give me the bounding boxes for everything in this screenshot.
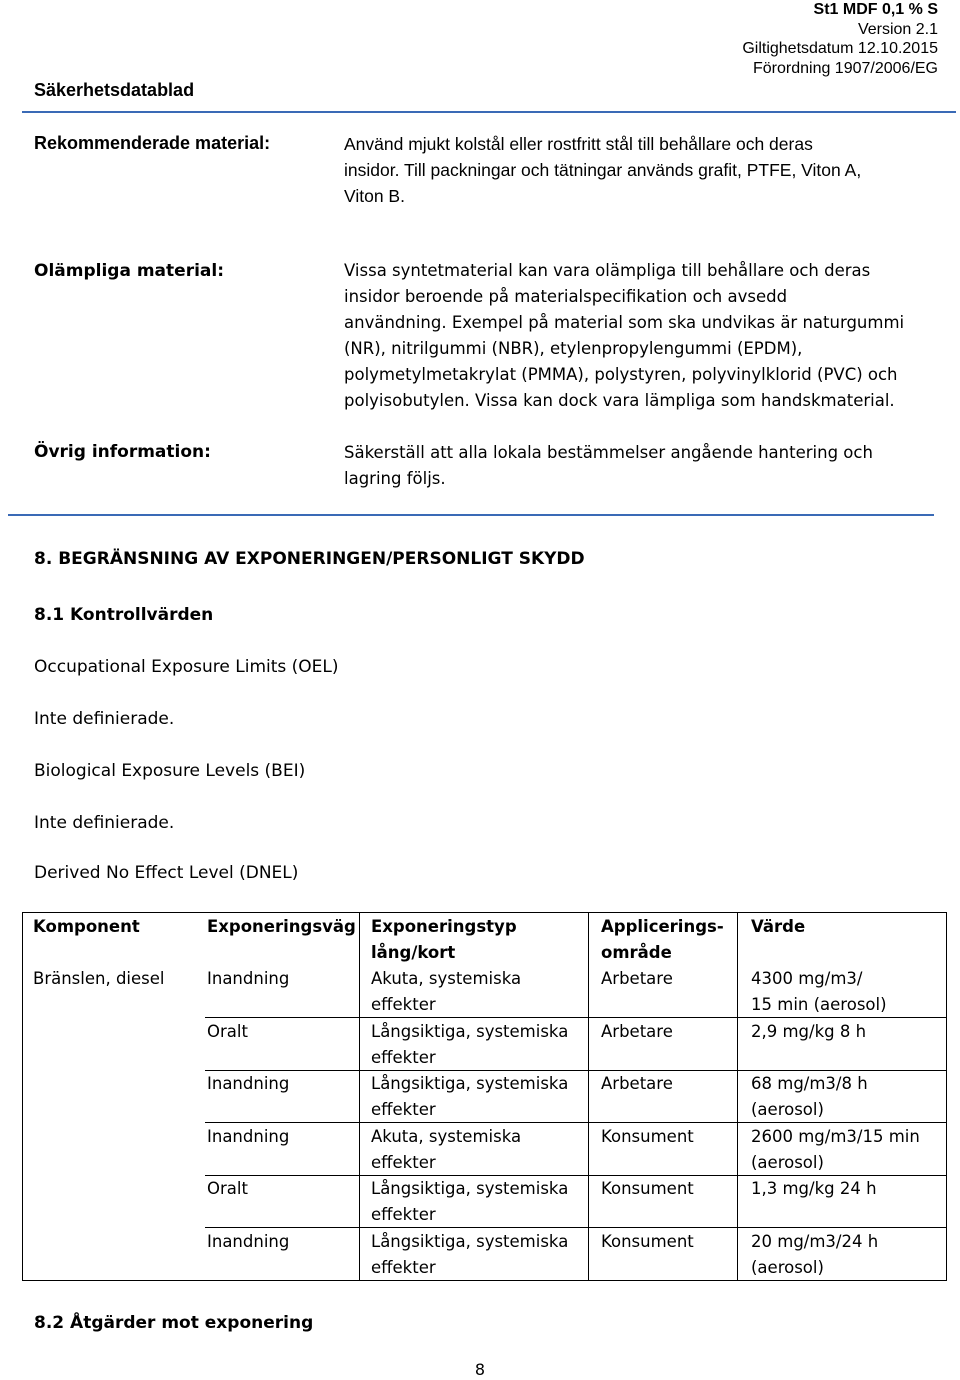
dnel-heading: Derived No Effect Level (DNEL) xyxy=(34,863,299,883)
product-name: St1 MDF 0,1 % S xyxy=(813,1,938,18)
header-line: område xyxy=(601,943,672,962)
table-header-component: Komponent xyxy=(33,917,140,936)
field-text-other-info xyxy=(344,440,944,492)
bei-heading: Biological Exposure Levels (BEI) xyxy=(34,761,306,781)
subsection-heading-8-1: 8.1 Kontrollvärden xyxy=(34,605,214,625)
cell-line: 15 min (aerosol) xyxy=(751,995,887,1014)
cell-line: (aerosol) xyxy=(751,1153,824,1172)
version-text: Version 2.1 xyxy=(857,20,938,38)
table-cell-area: Konsument xyxy=(601,1232,694,1251)
field-label-unsuitable: Olämpliga material: xyxy=(34,261,224,281)
table-cell-value xyxy=(751,1071,868,1123)
field-text-recommended xyxy=(344,131,944,209)
field-label-recommended: Rekommenderade material: xyxy=(34,133,271,153)
text-line: insidor beroende på materialspecifikation och avsedd xyxy=(344,287,788,306)
cell-line: 2600 mg/m3/15 min xyxy=(751,1127,920,1146)
text-line: polyisobutylen. Vissa kan dock vara lämpliga som handskmaterial. xyxy=(344,391,895,410)
oel-value: Inte definierade. xyxy=(34,709,175,729)
subsection-heading-8-2: 8.2 Åtgärder mot exponering xyxy=(34,1313,314,1333)
table-cell-value: 2,9 mg/kg 8 h xyxy=(751,1022,867,1041)
text-line: polymetylmetakrylat (PMMA), polystyren, polyvinylklorid (PVC) och xyxy=(344,365,898,384)
table-cell-route: Oralt xyxy=(207,1022,248,1041)
column-divider xyxy=(737,913,738,1280)
cell-line: Långsiktiga, systemiska xyxy=(371,1232,569,1251)
column-divider xyxy=(359,913,360,1280)
table-cell-route: Oralt xyxy=(207,1179,248,1198)
cell-line: 20 mg/m3/24 h xyxy=(751,1232,879,1251)
table-header-value: Värde xyxy=(751,917,806,936)
cell-line: (aerosol) xyxy=(751,1100,824,1119)
bei-value: Inte definierade. xyxy=(34,813,175,833)
table-header-area xyxy=(601,914,724,966)
field-label-other-info: Övrig information: xyxy=(34,442,211,462)
oel-heading: Occupational Exposure Limits (OEL) xyxy=(34,657,339,677)
cell-line: Långsiktiga, systemiska xyxy=(371,1179,569,1198)
section-divider xyxy=(8,514,934,516)
table-cell-type xyxy=(371,966,521,1018)
text-line: insidor. Till packningar och tätningar används grafit, PTFE, Viton A, xyxy=(344,160,862,180)
table-cell-component: Bränslen, diesel xyxy=(33,969,165,988)
cell-line: (aerosol) xyxy=(751,1258,824,1277)
section-heading: 8. BEGRÄNSNING AV EXPONERINGEN/PERSONLIGT SKYDD xyxy=(34,549,585,569)
cell-line: effekter xyxy=(371,1048,436,1067)
text-line: Vissa syntetmaterial kan vara olämpliga till behållare och deras xyxy=(344,261,871,280)
text-line: Säkerställ att alla lokala bestämmelser angående hantering och xyxy=(344,443,873,462)
header-divider xyxy=(22,111,956,113)
header-line: lång/kort xyxy=(371,943,456,962)
text-line: Viton B. xyxy=(344,186,405,206)
table-cell-value xyxy=(751,966,887,1018)
table-cell-area: Konsument xyxy=(601,1127,694,1146)
cell-line: effekter xyxy=(371,1258,436,1277)
validity-date: Giltighetsdatum 12.10.2015 xyxy=(742,40,938,57)
table-cell-value xyxy=(751,1124,920,1176)
table-cell-area: Konsument xyxy=(601,1179,694,1198)
cell-line: Akuta, systemiska xyxy=(371,1127,522,1146)
table-cell-value xyxy=(751,1229,878,1281)
header-line: Applicerings- xyxy=(601,917,724,936)
column-divider xyxy=(588,913,589,1280)
table-cell-type xyxy=(371,1019,568,1071)
text-line: Använd mjukt kolstål eller rostfritt stål till behållare och deras xyxy=(344,134,813,154)
cell-line: Långsiktiga, systemiska xyxy=(371,1022,569,1041)
text-line: lagring följs. xyxy=(344,469,446,488)
field-text-unsuitable xyxy=(344,258,944,414)
row-divider xyxy=(205,1227,946,1228)
table-cell-area: Arbetare xyxy=(601,1074,673,1093)
document-title: Säkerhetsdatablad xyxy=(34,80,195,100)
table-header-type xyxy=(371,914,517,966)
table-cell-route: Inandning xyxy=(207,1074,290,1093)
page-number: 8 xyxy=(474,1360,486,1379)
table-cell-area: Arbetare xyxy=(601,969,673,988)
cell-line: 4300 mg/m3/ xyxy=(751,969,863,988)
cell-line: effekter xyxy=(371,1100,436,1119)
table-cell-route: Inandning xyxy=(207,1232,290,1251)
table-cell-type xyxy=(371,1176,568,1228)
table-header-route: Exponeringsväg xyxy=(207,917,356,936)
cell-line: effekter xyxy=(371,1153,436,1172)
header-line: Exponeringstyp xyxy=(371,917,517,936)
cell-line: effekter xyxy=(371,1205,436,1224)
table-cell-area: Arbetare xyxy=(601,1022,673,1041)
cell-line: Långsiktiga, systemiska xyxy=(371,1074,569,1093)
table-cell-route: Inandning xyxy=(207,969,290,988)
document-header-info xyxy=(538,0,938,78)
dnel-table xyxy=(22,912,947,1281)
cell-line: effekter xyxy=(371,995,436,1014)
table-cell-type xyxy=(371,1124,521,1176)
text-line: (NR), nitrilgummi (NBR), etylenpropylengummi (EPDM), xyxy=(344,339,803,358)
regulation-text: Förordning 1907/2006/EG xyxy=(752,59,938,77)
cell-line: Akuta, systemiska xyxy=(371,969,522,988)
table-cell-type xyxy=(371,1229,568,1281)
cell-line: 68 mg/m3/8 h xyxy=(751,1074,868,1093)
table-cell-route: Inandning xyxy=(207,1127,290,1146)
table-cell-type xyxy=(371,1071,568,1123)
text-line: användning. Exempel på material som ska undvikas är naturgummi xyxy=(344,313,905,332)
table-cell-value: 1,3 mg/kg 24 h xyxy=(751,1179,877,1198)
